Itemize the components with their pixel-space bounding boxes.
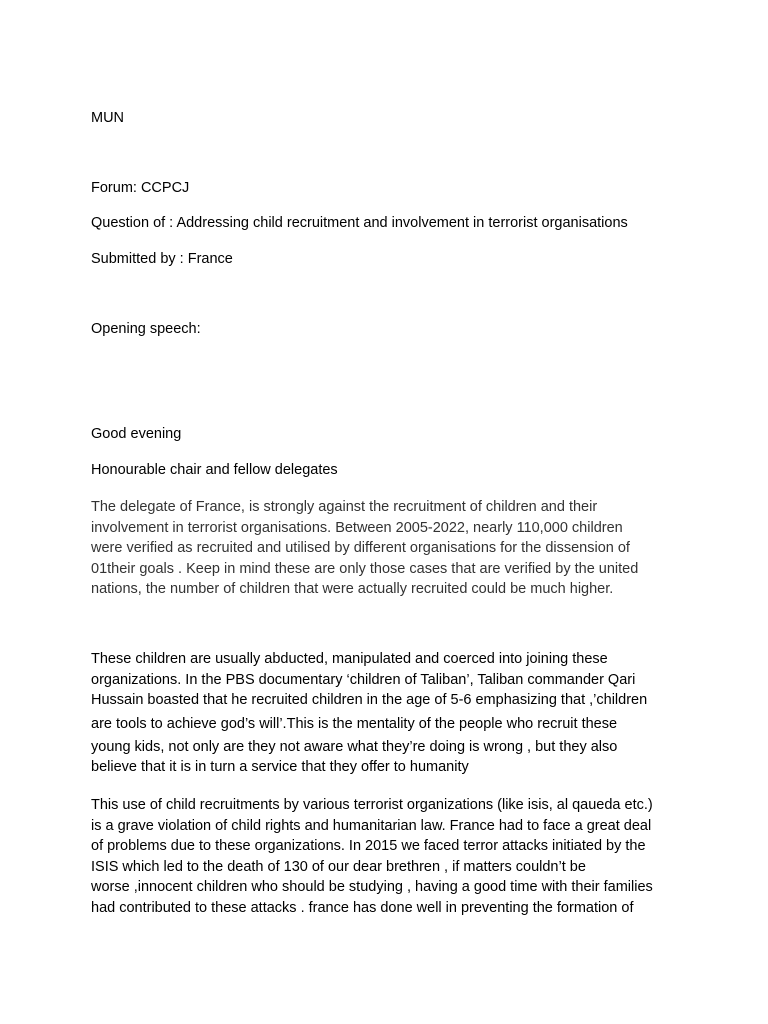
paragraph-line: The delegate of France, is strongly against the recruitment of children and their [91, 499, 598, 515]
forum-line: Forum: CCPCJ [91, 180, 190, 196]
paragraph-line: This use of child recruitments by various terrorist organizations (like isis, al qaueda etc.) [91, 797, 653, 813]
paragraph-line: nations, the number of children that were actually recruited could be much higher. [91, 581, 614, 597]
paragraph-line: believe that it is in turn a service that they offer to humanity [91, 759, 469, 775]
paragraph-line: had contributed to these attacks . france has done well in preventing the formation of [91, 899, 634, 916]
paragraph-1 [91, 497, 681, 600]
paragraph-line: Hussain boasted that he recruited children in the age of 5-6 emphasizing that ,’children [91, 692, 648, 708]
paragraph-3 [91, 795, 681, 918]
paragraph-line: 01their goals . Keep in mind these are only those cases that are verified by the united [91, 560, 639, 577]
paragraph-line: were verified as recruited and utilised by different organisations for the dissension of [91, 540, 630, 556]
paragraph-line: are tools to achieve god’s will’.This is the mentality of the people who recruit these [91, 715, 618, 732]
paragraph-2 [91, 649, 681, 778]
paragraph-line: young kids, not only are they not aware what they’re doing is wrong , but they also [91, 738, 618, 755]
paragraph-line: organizations. In the PBS documentary ‘children of Taliban’, Taliban commander Qari [91, 671, 636, 688]
paragraph-line: involvement in terrorist organisations. Between 2005-2022, nearly 110,000 children [91, 519, 623, 536]
speech-heading: Opening speech: [91, 321, 201, 337]
question-line: Question of : Addressing child recruitment and involvement in terrorist organisations [91, 215, 628, 231]
paragraph-line: worse ,innocent children who should be studying , having a good time with their families [91, 879, 653, 895]
paragraph-line: is a grave violation of child rights and humanitarian law. France had to face a great deal [91, 817, 652, 834]
greeting-line: Good evening [91, 426, 182, 442]
document-title: MUN [91, 110, 125, 126]
submitted-line: Submitted by : France [91, 251, 233, 267]
paragraph-line: of problems due to these organizations. In 2015 we faced terror attacks initiated by the [91, 838, 646, 854]
address-line: Honourable chair and fellow delegates [91, 462, 338, 478]
paragraph-line: ISIS which led to the death of 130 of our dear brethren , if matters couldn’t be [91, 858, 586, 875]
paragraph-line: These children are usually abducted, manipulated and coerced into joining these [91, 651, 608, 667]
